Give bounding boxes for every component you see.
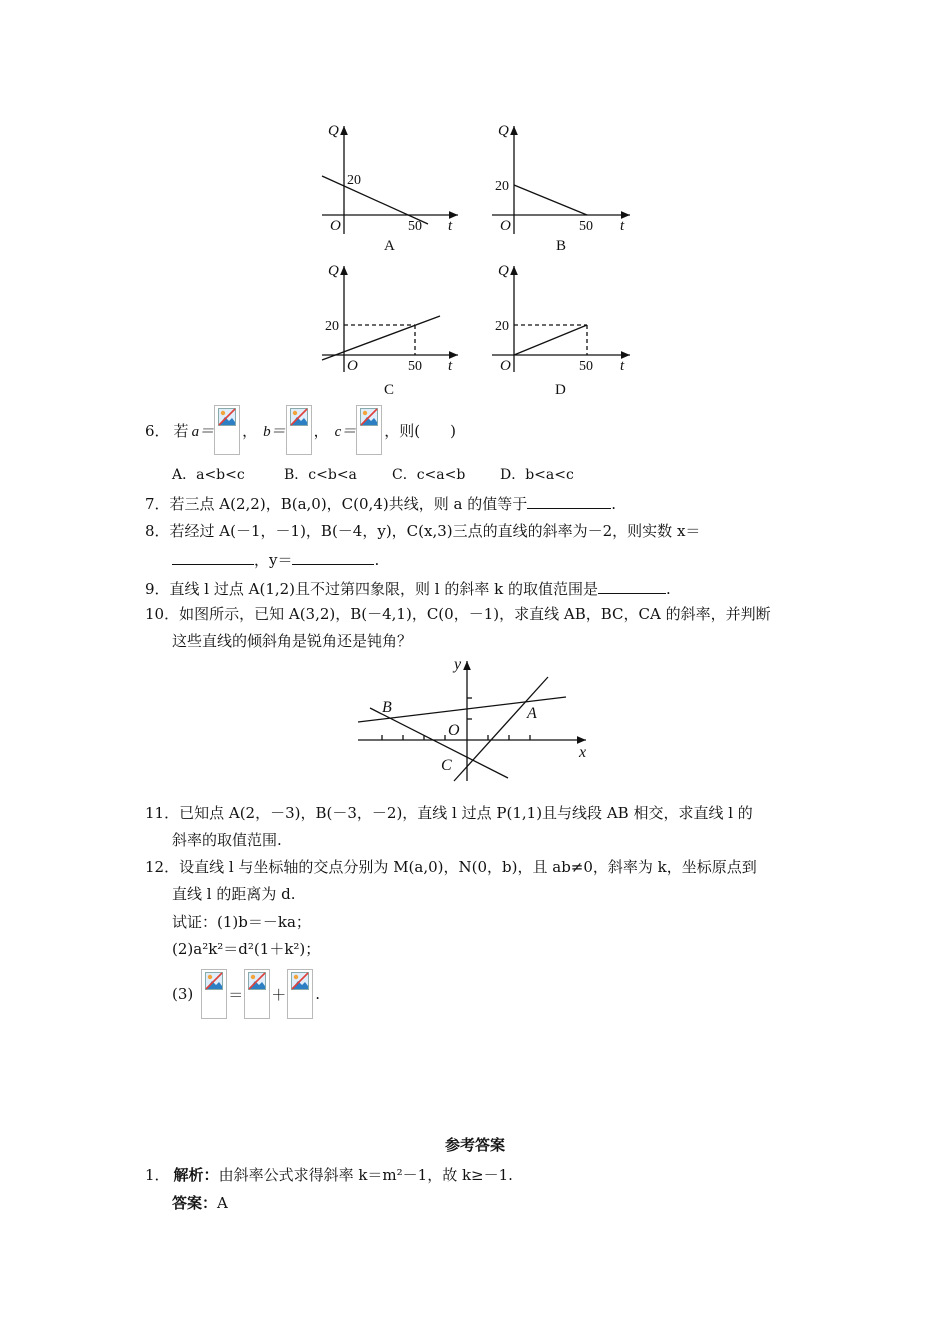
question-12-line4 <box>172 939 320 959</box>
q6-option-b: B．c<b<a <box>284 467 357 483</box>
q12-line4: (2)a²k²＝d²(1＋k²)； <box>172 940 321 958</box>
q6-options <box>172 465 574 485</box>
graph-c-t-label: t <box>448 358 453 374</box>
q11-line1: 11．已知点 A(2，－3)，B(－3，－2)，直线 l 过点 P(1,1)且与线段 AB 相交，求直线 l 的 <box>145 804 753 822</box>
answers-title: 参考答案 <box>444 1136 505 1154</box>
broken-image-icon <box>356 405 382 455</box>
question-10-line1 <box>145 604 771 624</box>
q8-mid: ，y＝ <box>254 551 293 569</box>
q6-sep-1: ， <box>242 421 258 440</box>
q11-line2: 斜率的取值范围. <box>172 831 282 849</box>
graph-d-20: 20 <box>495 319 509 334</box>
graph-c-50: 50 <box>408 359 422 374</box>
q9-blank <box>598 578 666 594</box>
q10-line2: 这些直线的倾斜角是锐角还是钝角？ <box>172 632 413 650</box>
graph-d-50: 50 <box>579 359 593 374</box>
broken-image-icon <box>201 969 227 1019</box>
q12-line1: 12．设直线 l 与坐标轴的交点分别为 M(a,0)，N(0，b)，且 ab≠0，斜率为 k，坐标原点到 <box>145 858 757 876</box>
question-8-line2 <box>172 549 379 570</box>
graph-c-origin: O <box>347 358 358 374</box>
q6-c-eq: c＝ <box>334 423 357 440</box>
q8-end: . <box>374 551 380 569</box>
question-12-part3 <box>172 968 320 1020</box>
fig10-origin: O <box>448 722 460 739</box>
broken-image-icon <box>287 969 313 1019</box>
graph-c-caption: C <box>384 382 395 398</box>
q6-option-d: D．b<a<c <box>500 467 574 483</box>
graph-a-50: 50 <box>408 219 422 234</box>
question-12-line3 <box>172 912 311 932</box>
graph-a-caption: A <box>384 238 395 254</box>
q7-text: 7．若三点 A(2,2)，B(a,0)，C(0,4)共线，则 a 的值等于 <box>145 495 528 513</box>
q7-blank <box>527 493 611 509</box>
question-6 <box>145 404 456 456</box>
q10-line1: 10．如图所示，已知 A(3,2)，B(－4,1)，C(0，－1)，求直线 AB，BC，CA 的斜率，并判断 <box>145 605 771 623</box>
q12-line2: 直线 l 的距离为 d. <box>172 885 296 903</box>
question-7 <box>145 493 616 514</box>
broken-image-icon <box>244 969 270 1019</box>
answer-1-jiexi-text: 由斜率公式求得斜率 k＝m²－1，故 k≥－1. <box>218 1166 513 1184</box>
graph-b-origin: O <box>500 218 511 234</box>
broken-image-icon <box>214 405 240 455</box>
q6-a-eq: a＝ <box>191 423 215 440</box>
q8-blank-y <box>292 549 374 565</box>
graph-a-q-label: Q <box>328 123 339 139</box>
q6-tail: ，则( ) <box>384 421 457 440</box>
q9-text: 9．直线 l 过点 A(1,2)且不过第四象限，则 l 的斜率 k 的取值范围是 <box>145 580 598 598</box>
fig10-point-b: B <box>382 699 392 716</box>
graph-b-caption: B <box>556 238 567 254</box>
q6-prefix: 若 <box>173 421 189 440</box>
q6-b-eq: b＝ <box>263 423 286 440</box>
q12-end: . <box>315 985 321 1003</box>
question-11-line2 <box>172 830 282 850</box>
q6-number: 6． <box>145 421 170 440</box>
q6-sep-2: ， <box>313 421 329 440</box>
broken-image-icon <box>286 405 312 455</box>
graph-d-caption: D <box>555 382 566 398</box>
fig10-point-c: C <box>441 757 452 774</box>
q6-option-a: A．a<b<c <box>172 467 245 483</box>
q8-line1: 8．若经过 A(－1，－1)，B(－4，y)，C(x,3)三点的直线的斜率为－2，则实数 x＝ <box>145 522 701 540</box>
answer-1-jiexi-label: 解析： <box>173 1166 219 1184</box>
q12-line3: 试证：(1)b＝－ka； <box>172 913 311 931</box>
q6-option-c: C．c<a<b <box>392 467 466 483</box>
q12-eq: ＝ <box>228 985 244 1004</box>
answer-1-number: 1． <box>145 1166 170 1184</box>
q12-plus: ＋ <box>271 985 287 1004</box>
graph-a-t-label: t <box>448 218 453 234</box>
answer-1-line2 <box>172 1193 228 1213</box>
q7-end: . <box>611 495 616 513</box>
graph-b-t-label: t <box>620 218 625 234</box>
graph-c-q-label: Q <box>328 263 339 279</box>
fig10-y-label: y <box>454 656 462 673</box>
q8-blank-x <box>172 549 254 565</box>
graph-c-20: 20 <box>325 319 339 334</box>
q9-end: . <box>666 580 671 598</box>
answer-1-daan-text: A <box>217 1194 228 1212</box>
graph-d-t-label: t <box>620 358 625 374</box>
graph-b-50: 50 <box>579 219 593 234</box>
question-8-line1 <box>145 521 700 541</box>
question-12-line2 <box>172 884 295 904</box>
q12-part3-label: (3) <box>172 985 194 1003</box>
graph-b-20: 20 <box>495 179 509 194</box>
answer-1-daan-label: 答案： <box>172 1194 218 1212</box>
question-9 <box>145 578 671 599</box>
graphs-figure <box>300 110 660 400</box>
question-12-line1 <box>145 857 757 877</box>
graph-d-q-label: Q <box>498 263 509 279</box>
graph-d-origin: O <box>500 358 511 374</box>
answer-1-line1 <box>145 1165 513 1185</box>
question-11-line1 <box>145 803 753 823</box>
question-10-line2 <box>172 631 412 651</box>
graph-a-origin: O <box>330 218 341 234</box>
fig10-point-a: A <box>527 705 537 722</box>
graph-a-20: 20 <box>347 173 361 188</box>
fig10-x-label: x <box>579 744 587 761</box>
graph-b-q-label: Q <box>498 123 509 139</box>
q10-figure <box>350 655 610 785</box>
